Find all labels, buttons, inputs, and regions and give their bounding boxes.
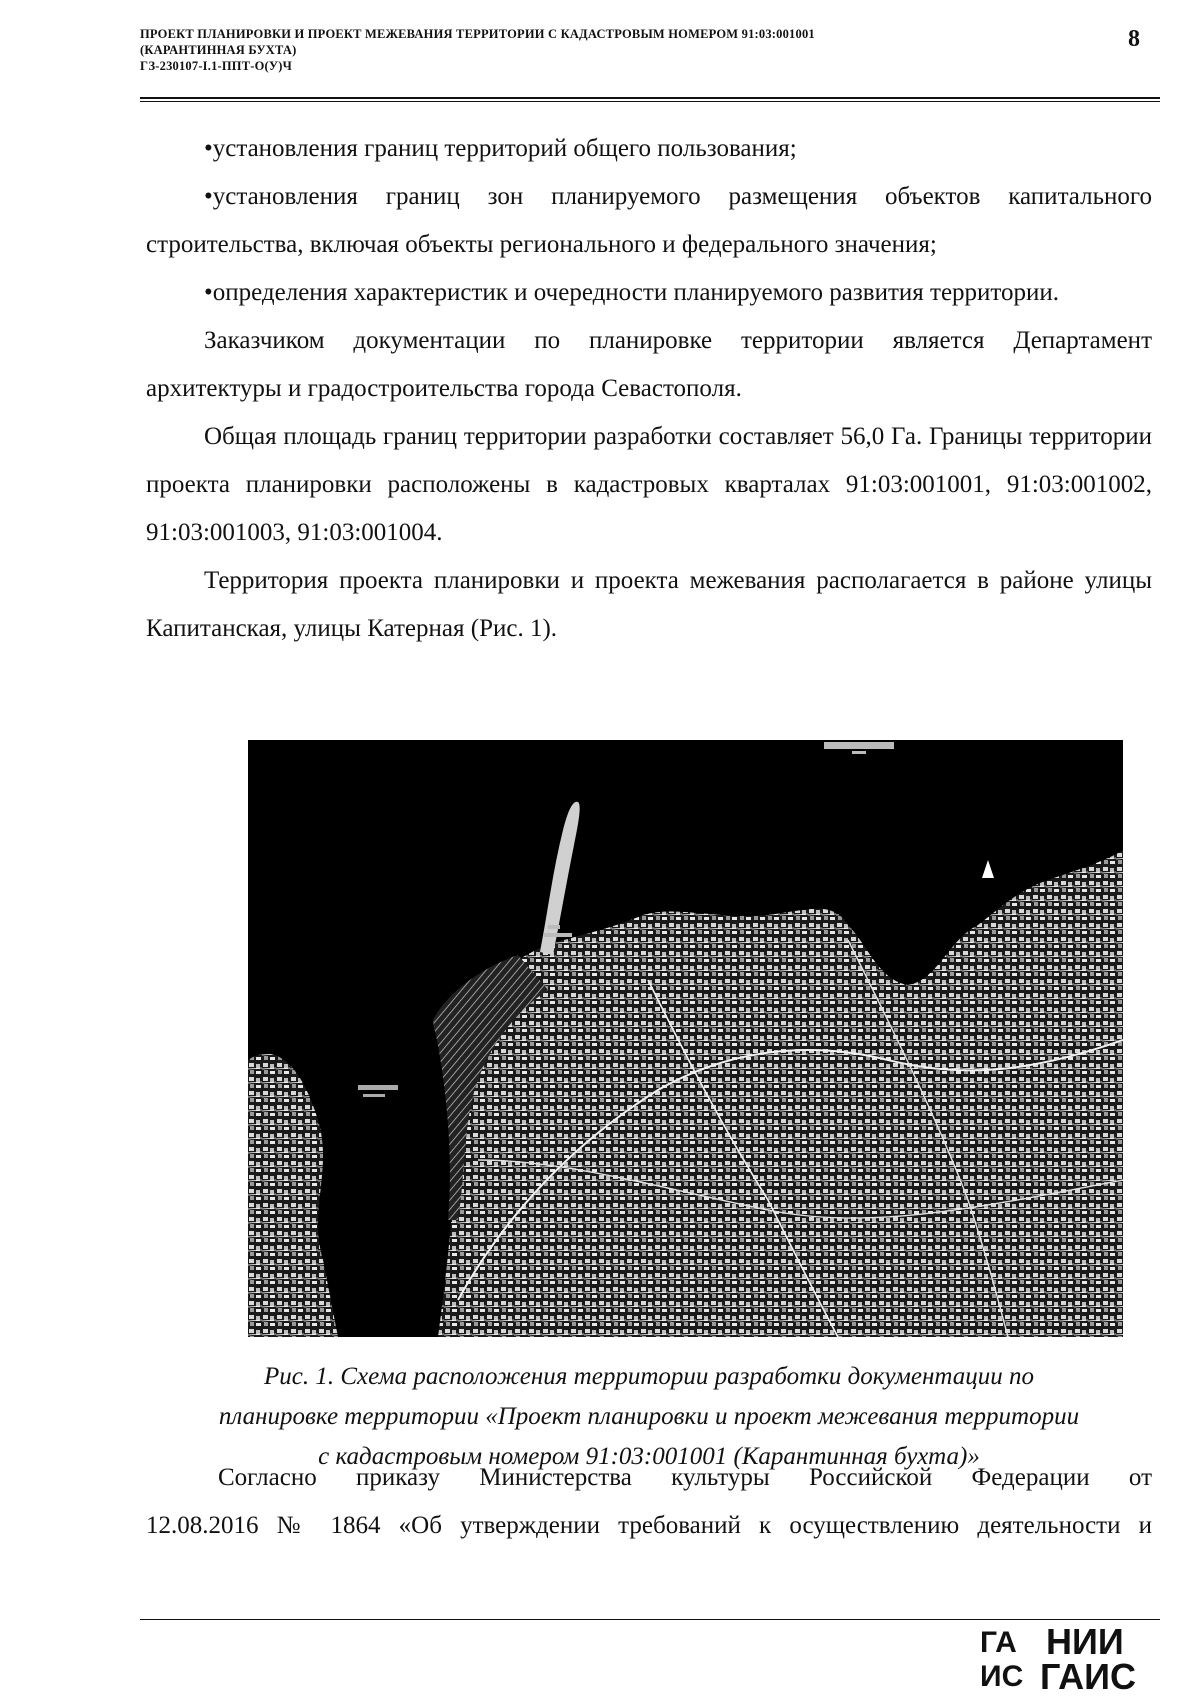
caption-line1: Рис. 1. Схема расположения территории разработки документации по xyxy=(264,1363,1034,1390)
logo-mark-icon xyxy=(978,1622,1168,1692)
bullet-item-capital-objects: •установления границ зон планируемого размещения объектов капитального строительства, включая объекты регионального и федерального значения; xyxy=(146,183,1152,258)
paragraph-location: Территория проекта планировки и проекта межевания располагается в районе улицы Капитанская, улицы Катерная (Рис. 1). xyxy=(146,567,1152,642)
continuation-line1: Согласно приказу Министерства культуры Российской Федерации от xyxy=(218,1464,1152,1491)
satellite-map-figure xyxy=(248,740,1123,1337)
continuation-text xyxy=(146,1454,1152,1550)
logo-mark-bottom: ИС xyxy=(980,1660,1024,1692)
header-divider xyxy=(140,97,1160,102)
caption-line3: с кадастровым номером 91:03:001001 (Карантинная бухта)» xyxy=(318,1443,980,1470)
satellite-map-image xyxy=(248,740,1123,1337)
continuation-line2: 12.08.2016 № 1864 «Об утверждении требований к осуществлению деятельности и xyxy=(146,1512,1152,1539)
page-header xyxy=(140,26,1160,74)
logo-text-top: НИИ xyxy=(1046,1622,1124,1662)
footer-divider xyxy=(140,1619,1160,1620)
body-text xyxy=(146,125,1152,653)
header-document-code: ГЗ-230107-I.1-ППТ-О(У)Ч xyxy=(140,59,293,73)
nii-gais-logo xyxy=(978,1622,1168,1692)
paragraph-area: Общая площадь границ территории разработки составляет 56,0 Га. Границы территории проекта планировки расположены в кадастровых кварталах 91:03:001001, 91:03:001002, 91:03:001003, 91:03:001004. xyxy=(146,423,1152,546)
logo-mark-top: ГА xyxy=(980,1626,1017,1659)
caption-line2: планировке территории «Проект планировки и проект межевания территории xyxy=(218,1403,1080,1430)
bullet-item-development-stages: •определения характеристик и очередности планируемого развития территории. xyxy=(204,279,1060,306)
paragraph-customer: Заказчиком документации по планировке территории является Департамент архитектуры и градостроительства города Севастополя. xyxy=(146,327,1152,402)
page-number: 8 xyxy=(1128,26,1140,52)
logo-text-bottom: ГАИС xyxy=(1040,1656,1137,1692)
bullet-item-public-areas: •установления границ территорий общего пользования; xyxy=(204,135,797,162)
header-title-line1: ПРОЕКТ ПЛАНИРОВКИ И ПРОЕКТ МЕЖЕВАНИЯ ТЕРРИТОРИИ С КАДАСТРОВЫМ НОМЕРОМ 91:03:001001 xyxy=(140,27,815,41)
header-title-line2: (КАРАНТИННАЯ БУХТА) xyxy=(140,43,297,57)
